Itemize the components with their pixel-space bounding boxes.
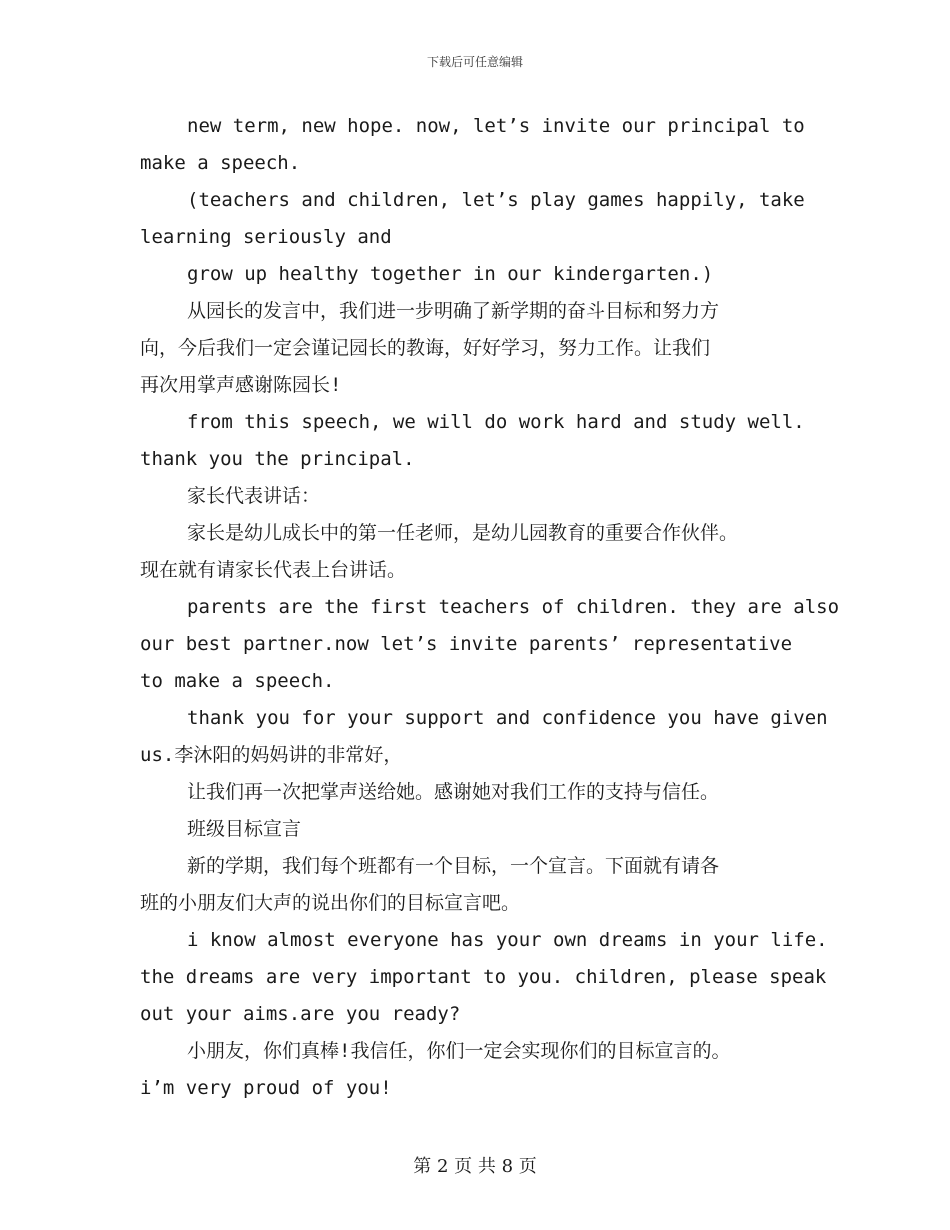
paragraph-line: our best partner.now let’s invite parents’ representative <box>140 633 793 655</box>
paragraph-line: from this speech, we will do work hard and study well. <box>187 411 805 433</box>
paragraph-line: 让我们再一次把掌声送给她。感谢她对我们工作的支持与信任。 <box>187 781 720 803</box>
paragraph-line: 向，今后我们一定会谨记园长的教诲，好好学习，努力工作。让我们 <box>140 337 711 359</box>
header-note: 下载后可任意编辑 <box>426 55 523 69</box>
paragraph-line: thank you for your support and confidence you have given <box>187 707 828 729</box>
paragraph-line: the dreams are very important to you. children, please speak <box>140 966 827 988</box>
paragraph-line: 家长是幼儿成长中的第一任老师，是幼儿园教育的重要合作伙伴。 <box>187 522 739 544</box>
paragraph-line: grow up healthy together in our kindergarten.) <box>187 263 714 285</box>
section-heading: 家长代表讲话： <box>187 485 321 507</box>
paragraph-line: new term, new hope. now, let’s invite our principal to <box>187 115 805 137</box>
paragraph-line: i know almost everyone has your own dreams in your life. <box>187 929 828 951</box>
paragraph-line: thank you the principal. <box>140 448 415 470</box>
page-number: 第 2 页 共 8 页 <box>413 1156 537 1177</box>
document-body <box>140 108 840 1107</box>
paragraph-line: parents are the first teachers of children. they are also <box>187 596 840 618</box>
paragraph-line: 从园长的发言中，我们进一步明确了新学期的奋斗目标和努力方 <box>187 300 720 322</box>
paragraph-line: 班的小朋友们大声的说出你们的目标宣言吧。 <box>140 892 521 914</box>
paragraph-line: learning seriously and <box>140 226 392 248</box>
paragraph-line: 新的学期，我们每个班都有一个目标，一个宣言。下面就有请各 <box>187 855 720 877</box>
paragraph-line: us.李沐阳的妈妈讲的非常好， <box>140 744 403 766</box>
paragraph-line: (teachers and children, let’s play games happily, take <box>187 189 805 211</box>
paragraph-line: 现在就有请家长代表上台讲话。 <box>140 559 407 581</box>
paragraph-line: make a speech. <box>140 152 301 174</box>
paragraph-line: i’m very proud of you! <box>140 1077 392 1099</box>
paragraph-line: to make a speech. <box>140 670 335 692</box>
section-heading: 班级目标宣言 <box>187 818 302 840</box>
paragraph-line: out your aims.are you ready? <box>140 1003 461 1025</box>
paragraph-line: 小朋友，你们真棒!我信任，你们一定会实现你们的目标宣言的。 <box>187 1040 731 1062</box>
paragraph-line: 再次用掌声感谢陈园长! <box>140 374 342 396</box>
